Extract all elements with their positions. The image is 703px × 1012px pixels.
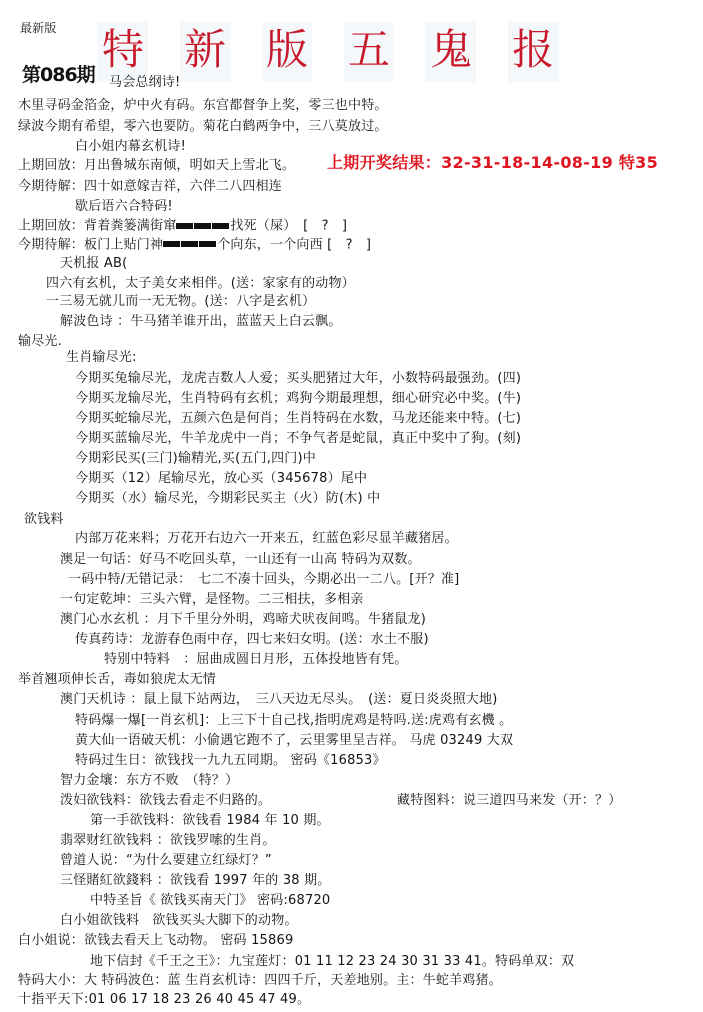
text-line: 白小姐欲钱料 欲钱买头大脚下的动物。 — [60, 913, 298, 929]
text-line: 白小姐内幕玄机诗! — [75, 138, 187, 154]
text-line: 智力金壤：东方不败 （特？） — [60, 772, 239, 788]
issue-number: 第086期 — [22, 64, 95, 86]
text-line: 中特圣旨《 欲钱买南天门》 密码:68720 — [90, 892, 331, 908]
text-line: 上期回放：月出鲁城东南倾，明如天上雪北飞。 — [18, 158, 296, 174]
censor-blocks-icon — [163, 237, 217, 253]
text-line: 今期买（12）尾输尽光，放心买（345678）尾中 — [75, 471, 368, 487]
text-line: 今期买蓝输尽光，牛羊龙虎中一肖；不争气者是蛇鼠，真正中奖中了狗。(刻) — [75, 431, 522, 447]
text-segment: 上期回放：背着粪篓满街窜 — [18, 218, 177, 234]
section-heading: 输尽光. — [18, 333, 62, 349]
text-line: 翡翠财红欲钱料 ：欲钱罗嗦的生肖。 — [60, 833, 276, 849]
text-line: 特码过生日：欲钱找一九九五同期。 密码《16853》 — [75, 753, 386, 769]
title-char: 特 — [98, 22, 148, 82]
text-segment: 个向东，一个向西 [ ? ] — [217, 237, 372, 253]
text-line: 今期待解：四十如意嫁吉祥，六伴二八四相连 — [18, 178, 283, 194]
title-char: 鬼 — [426, 22, 476, 82]
text-line: 黄大仙一语破天机：小偷遇它跑不了，云里雾里呈吉祥。 马虎 03249 大双 — [75, 732, 514, 748]
text-line: 今期彩民买(三门)输精光,买(五门,四门)中 — [75, 450, 316, 466]
text-line: 歇后语六合特码! — [75, 198, 173, 214]
title-char: 报 — [508, 22, 558, 82]
text-line: 白小姐说：欲钱去看天上飞动物。 密码 15869 — [18, 933, 294, 949]
section-heading: 欲钱料 — [24, 511, 64, 527]
text-segment: 找死（屎） [ ? ] — [230, 218, 348, 234]
text-line: 澳门天机诗 ：鼠上鼠下站两边， 三八天边无尽头。 (送：夏日炎炎照大地) — [60, 692, 498, 708]
text-line: 今期买兔输尽光，龙虎吉数人人爱；买头肥猪过大年，小数特码最强劲。(四) — [75, 370, 522, 386]
title-char: 五 — [344, 22, 394, 82]
text-line: 四六有玄机，太子美女来相伴。(送：家家有的动物） — [46, 275, 355, 291]
text-line — [18, 237, 371, 254]
text-line: 内部万花来料；万花开右边六一开来五，红蓝色彩尽显羊藏猪居。 — [75, 531, 458, 547]
text-line: 澳门心水玄机 ：月下千里分外明，鸡啼犬吠夜间鸣。牛猪鼠龙) — [60, 612, 427, 628]
title-char: 版 — [262, 22, 312, 82]
title-char: 新 — [180, 22, 230, 82]
text-line: 十指平天下:01 06 17 18 23 26 40 45 47 49。 — [18, 991, 311, 1007]
text-line: 特码大小：大 特码波色：蓝 生肖玄机诗：四四千斤，天差地别。主：牛蛇羊鸡猪。 — [18, 973, 502, 989]
text-line: 生肖输尽光: — [66, 350, 137, 366]
section-heading: 举首翘项伸长舌，毒如狼虎太无情 — [18, 671, 217, 687]
text-line: 木里寻码金箔金，炉中火有码。东宫都督争上奖，零三也中特。 — [18, 97, 388, 113]
text-line — [18, 218, 347, 235]
text-line: 泼妇欲钱料：欲钱去看走不归路的。 — [60, 793, 272, 809]
text-line: 解波色诗 ：牛马猪羊谁开出，蓝蓝天上白云飘。 — [60, 313, 342, 329]
censor-blocks-icon — [176, 218, 230, 234]
text-line: 一句定乾坤：三头六臂，是怪物。二三相扶，多相亲 — [60, 591, 364, 607]
page-title — [98, 22, 558, 82]
text-line: 传真药诗：龙游春色雨中存，四七来妇女明。(送：水土不服) — [75, 631, 429, 647]
text-line: 地下信封《千王之王》：九宝莲灯：01 11 12 23 24 30 31 33 41。特码单双：双 — [90, 953, 575, 969]
text-line: 一三易无就儿而一无无物。(送：八字是玄机） — [46, 294, 316, 310]
text-line: 第一手欲钱料：欲钱看 1984 年 10 期。 — [90, 812, 330, 828]
text-segment: 今期待解：板门上贴门神 — [18, 237, 164, 253]
text-line: 绿波今期有希望，零六也要防。菊花白鹤两争中，三八莫放过。 — [18, 119, 388, 135]
text-line: 澳足一句话：好马不吃回头草，一山还有一山高 特码为双数。 — [60, 551, 421, 567]
text-line: 特码爆一爆[一肖玄机]：上三下十自己找,指明虎鸡是特吗.送:虎鸡有玄機 。 — [75, 712, 513, 728]
edition-label: 最新版 — [20, 21, 57, 35]
text-line: 曾道人说：“为什么要建立红绿灯？” — [60, 852, 272, 868]
text-line: 三怪賭紅欲錢料 ：欲钱看 1997 年的 38 期。 — [60, 873, 331, 889]
text-line: 藏特图料：说三道四马来发（开：？） — [397, 793, 622, 809]
last-draw-result: 上期开奖结果：32-31-18-14-08-19 特35 — [327, 153, 659, 172]
text-line: 今期买（水）输尽光，今期彩民买主（火）防(木) 中 — [75, 490, 381, 506]
text-line: 今期买龙输尽光，生肖特码有玄机；鸡狗今期最理想，细心研究必中奖。(牛) — [75, 391, 522, 407]
text-line: 马会总纲诗! — [109, 75, 181, 90]
text-line: 今期买蛇输尽光，五颜六色是何肖；生肖特码在水数，马龙还能来中特。(七) — [75, 410, 522, 426]
text-line: 一码中特/无错记录： 七二不凑十回头，今期必出一二八。[开？准] — [68, 572, 460, 588]
text-line: 天机报 AB( — [60, 256, 128, 272]
text-line: 特别中特料 ：屈曲成圆日月形，五体投地皆有凭。 — [104, 652, 408, 668]
